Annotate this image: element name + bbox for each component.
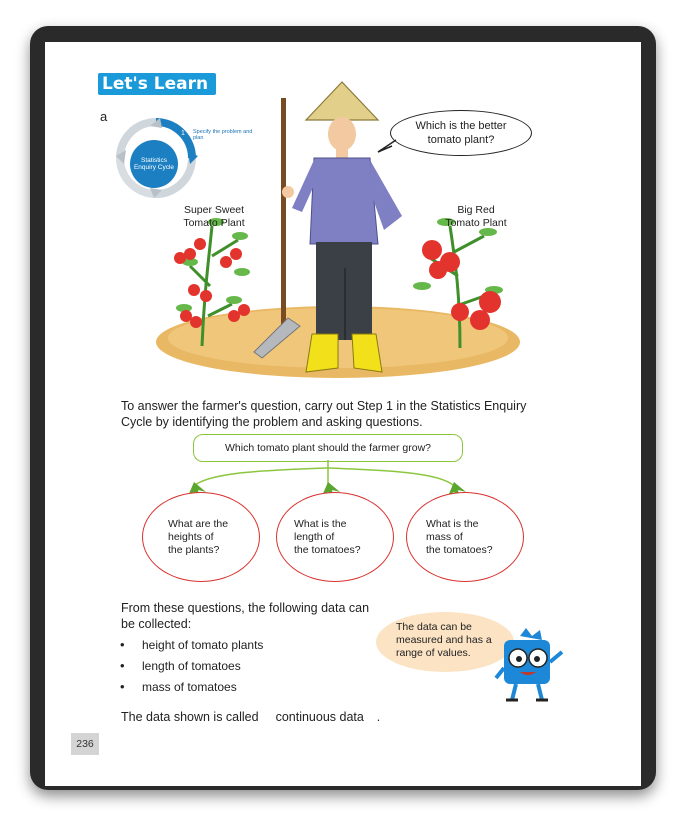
speech-bubble-tail <box>376 138 398 154</box>
mascot-character <box>490 628 568 706</box>
data-item-label: mass of tomatoes <box>142 680 237 694</box>
data-intro-text: From these questions, the following data can be collected: <box>121 601 370 631</box>
data-item-label: length of tomatoes <box>142 659 241 673</box>
data-list-item: • height of tomato plants <box>120 637 264 652</box>
central-question-box: Which tomato plant should the farmer grow? <box>193 434 463 462</box>
conclusion-sentence <box>121 709 380 725</box>
page-number: 236 <box>71 733 99 755</box>
question-plant-heights: What are the heights of the plants? <box>168 518 229 556</box>
mascot-thought-text: The data can be measured and has a range of values. <box>396 621 492 659</box>
part-label: a <box>100 109 108 124</box>
right-plant-label: Big Red Tomato Plant <box>445 204 507 229</box>
question-tomato-mass: What is the mass of the tomatoes? <box>426 518 493 556</box>
conclusion-term: continuous data <box>275 710 364 724</box>
left-plant-label: Super Sweet Tomato Plant <box>183 204 245 229</box>
conclusion-prefix: The data shown is called <box>121 710 259 724</box>
conclusion-suffix: . <box>376 710 381 724</box>
question-tomato-length: What is the length of the tomatoes? <box>294 518 361 556</box>
data-list-item: • mass of tomatoes <box>120 679 237 694</box>
data-list-item: • length of tomatoes <box>120 658 241 673</box>
cycle-center-label: Statistics Enquiry Cycle <box>130 140 178 188</box>
section-heading: Let's Learn <box>98 73 216 95</box>
cycle-step-label: Specify the problem and plan <box>193 129 253 141</box>
instruction-text: To answer the farmer's question, carry out Step 1 in the Statistics Enquiry Cycle by identifying the problem and asking questions. <box>121 399 527 429</box>
cycle-step-number: 1 <box>181 130 185 137</box>
farmer-speech-bubble: Which is the better tomato plant? <box>390 110 532 156</box>
data-item-label: height of tomato plants <box>142 638 264 652</box>
